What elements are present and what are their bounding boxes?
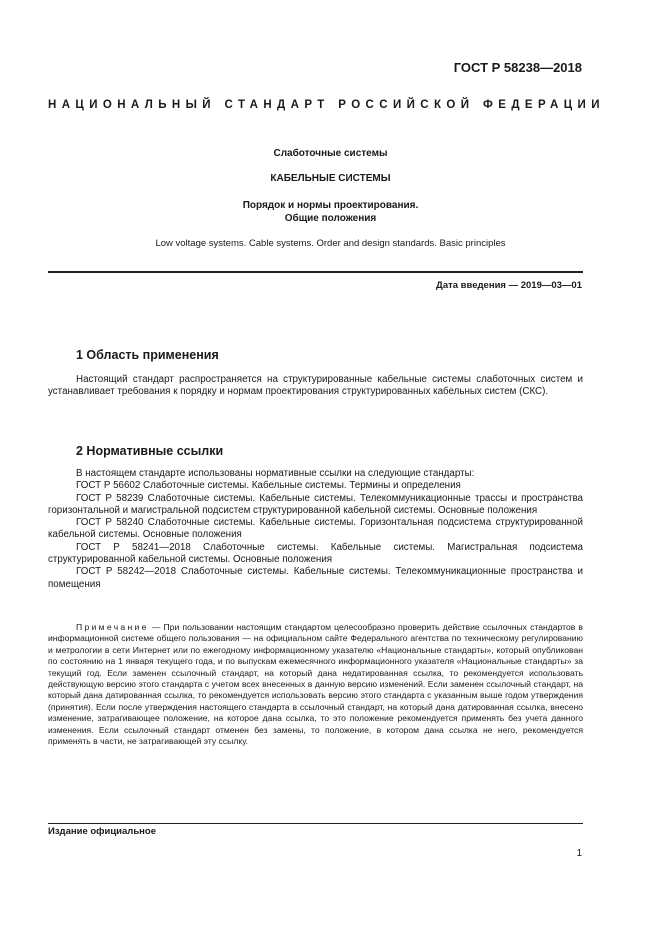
title-line-1: Слаботочные системы <box>273 148 388 159</box>
section-2-heading: 2 Нормативные ссылки <box>76 444 224 458</box>
section-2-intro: В настоящем стандарте использованы нормативные ссылки на следующие стандарты: <box>76 468 475 479</box>
english-title: Low voltage systems. Cable systems. Order and design standards. Basic principles <box>155 238 506 249</box>
reference-item: ГОСТ Р 58239 Слаботочные системы. Кабельные системы. Телекоммуникационные трассы и пространства горизонтальной и магистральной подсистем структурированной кабельной системы. Основные положения <box>48 492 583 516</box>
note-text: — При пользовании настоящим стандартом целесообразно проверить действие ссылочных стандартов в информационной системе общего пользования — на официальном сайте Федерального агентства по техническому регулированию и метрологии в сети Интернет или по ежегодному информационному указателю «Национальные стандарты», который опубликован по состоянию на 1 января текущего года, и по выпускам ежемесячного информационного указателя «Национальные стандарты» за текущий год. Если заменен ссылочный стандарт, на который дана недатированная ссылка, то рекомендуется использовать действующую версию этого стандарта с учетом всех внесенных в данную версию изменений. Если заменен ссылочный стандарт, на который дана датированная ссылка, то рекомендуется использовать версию этого стандарта с указанным выше годом утверждения (принятия). Если после утверждения настоящего стандарта в ссылочный стандарт, на который дана датированная ссылка, внесено изменение, затрагивающее положение, на которое дана ссылка, то это положение рекомендуется применять без учета данного изменения. Если ссылочный стандарт отменен без замены, то положение, в котором дана ссылка не него, рекомендуется применять в части, не затрагивающей эту ссылку. <box>48 622 583 747</box>
title-line-4: Общие положения <box>284 213 377 224</box>
title-line-2: КАБЕЛЬНЫЕ СИСТЕМЫ <box>270 173 391 184</box>
section-2-body <box>48 468 583 591</box>
reference-item: ГОСТ Р 56602 Слаботочные системы. Кабельные системы. Термины и определения <box>76 480 461 492</box>
reference-item: ГОСТ Р 58240 Слаботочные системы. Кабельные системы. Горизонтальная подсистема структурированной кабельной системы. Основные положения <box>48 517 583 541</box>
document-code: ГОСТ Р 58238—2018 <box>453 60 582 75</box>
title-divider <box>48 271 583 273</box>
note-paragraph <box>48 622 583 747</box>
section-1-paragraph <box>48 374 583 399</box>
official-edition-label: Издание официальное <box>48 826 156 837</box>
title-line-3: Порядок и нормы проектирования. <box>242 200 419 211</box>
section-1-text: Настоящий стандарт распространяется на структурированные кабельные системы слаботочных систем и устанавливает требования к порядку и нормам проектирования структурированных кабельных систем (СКС). <box>48 374 583 398</box>
reference-item: ГОСТ Р 58242—2018 Слаботочные системы. Кабельные системы. Телекоммуникационные пространства и помещения <box>48 566 583 590</box>
reference-item: ГОСТ Р 58241—2018 Слаботочные системы. Кабельные системы. Магистральная подсистема структурированной кабельной системы. Основные положения <box>48 541 583 566</box>
footer-divider <box>48 823 583 824</box>
introduction-date: Дата введения — 2019—03—01 <box>436 280 582 291</box>
title-subtitle <box>0 199 661 225</box>
page-number: 1 <box>576 848 582 859</box>
national-standard-heading: НАЦИОНАЛЬНЫЙ СТАНДАРТ РОССИЙСКОЙ ФЕДЕРАЦИИ <box>48 99 605 111</box>
section-1-heading: 1 Область применения <box>76 348 219 362</box>
note-label: Примечание <box>76 622 149 632</box>
